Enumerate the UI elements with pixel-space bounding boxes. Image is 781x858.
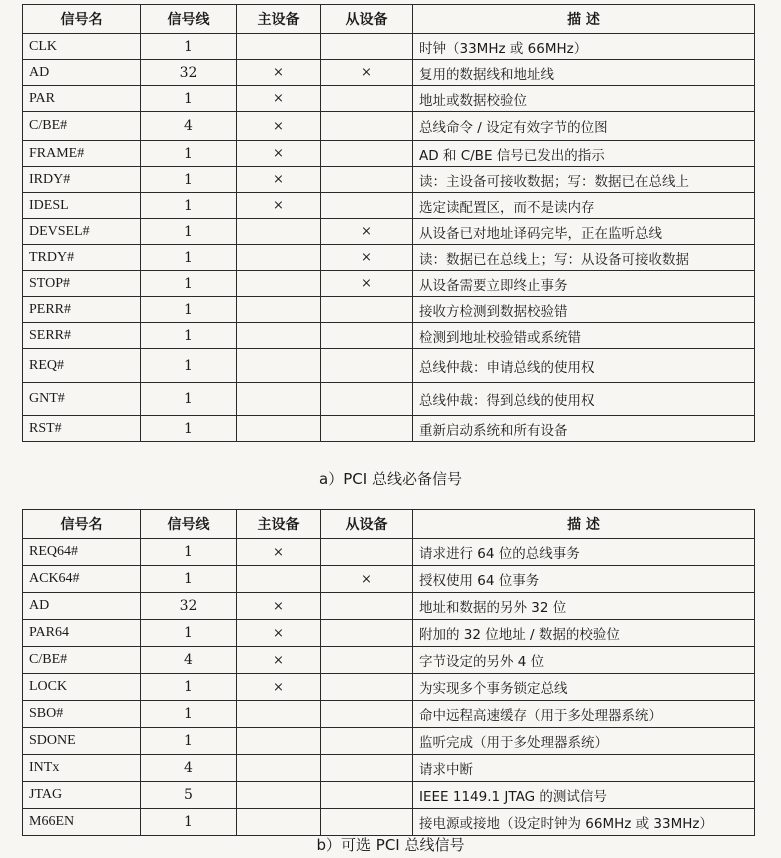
slave-cell [321, 755, 413, 782]
slave-cell [321, 349, 413, 383]
description-cell: 接收方检测到数据校验错 [413, 297, 755, 323]
table-row [23, 349, 755, 383]
column-header-slave: 从设备 [321, 5, 413, 34]
signal-name-cell: SERR# [23, 323, 141, 349]
table-row [23, 167, 755, 193]
slave-cell [321, 297, 413, 323]
master-cell [237, 297, 321, 323]
description-cell: 读：主设备可接收数据；写：数据已在总线上 [413, 167, 755, 193]
master-cell: × [237, 647, 321, 674]
table-row [23, 593, 755, 620]
master-cell: × [237, 593, 321, 620]
description-cell: 总线命令 / 设定有效字节的位图 [413, 112, 755, 141]
signal-name-cell: LOCK [23, 674, 141, 701]
slave-cell [321, 141, 413, 167]
description-cell: 重新启动系统和所有设备 [413, 416, 755, 442]
slave-cell: × [321, 219, 413, 245]
line-count-cell: 32 [141, 60, 237, 86]
master-cell: × [237, 141, 321, 167]
slave-cell [321, 539, 413, 566]
master-cell: × [237, 112, 321, 141]
master-cell: × [237, 60, 321, 86]
table-row [23, 271, 755, 297]
description-cell: 从设备需要立即终止事务 [413, 271, 755, 297]
line-count-cell: 1 [141, 416, 237, 442]
signal-name-cell: REQ64# [23, 539, 141, 566]
table-row [23, 539, 755, 566]
master-cell [237, 728, 321, 755]
column-header-line-count: 信号线 [141, 5, 237, 34]
signal-name-cell: C/BE# [23, 112, 141, 141]
line-count-cell: 1 [141, 323, 237, 349]
description-cell: 监听完成（用于多处理器系统） [413, 728, 755, 755]
table-row [23, 728, 755, 755]
description-cell: 读：数据已在总线上；写：从设备可接收数据 [413, 245, 755, 271]
description-cell: 命中远程高速缓存（用于多处理器系统） [413, 701, 755, 728]
column-header-master: 主设备 [237, 5, 321, 34]
description-cell: 总线仲裁：得到总线的使用权 [413, 383, 755, 416]
master-cell [237, 34, 321, 60]
table-caption-optional: b）可选 PCI 总线信号 [316, 836, 465, 854]
slave-cell [321, 728, 413, 755]
table-row [23, 60, 755, 86]
slave-cell: × [321, 566, 413, 593]
table-row [23, 297, 755, 323]
column-header-line-count: 信号线 [141, 510, 237, 539]
table-row [23, 416, 755, 442]
table-row [23, 647, 755, 674]
signal-name-cell: INTx [23, 755, 141, 782]
description-cell: 选定读配置区，而不是读内存 [413, 193, 755, 219]
description-cell: 字节设定的另外 4 位 [413, 647, 755, 674]
master-cell: × [237, 193, 321, 219]
line-count-cell: 5 [141, 782, 237, 809]
slave-cell [321, 647, 413, 674]
master-cell [237, 416, 321, 442]
line-count-cell: 1 [141, 349, 237, 383]
line-count-cell: 4 [141, 755, 237, 782]
table-row [23, 755, 755, 782]
master-cell [237, 782, 321, 809]
line-count-cell: 1 [141, 566, 237, 593]
signal-name-cell: RST# [23, 416, 141, 442]
table-row [23, 674, 755, 701]
signal-name-cell: REQ# [23, 349, 141, 383]
master-cell [237, 755, 321, 782]
signal-name-cell: C/BE# [23, 647, 141, 674]
description-cell: 时钟（33MHz 或 66MHz） [413, 34, 755, 60]
slave-cell [321, 593, 413, 620]
signal-name-cell: M66EN [23, 809, 141, 836]
column-header-description: 描 述 [413, 510, 755, 539]
master-cell [237, 809, 321, 836]
table-row [23, 383, 755, 416]
master-cell [237, 271, 321, 297]
table-row [23, 245, 755, 271]
signal-name-cell: PERR# [23, 297, 141, 323]
master-cell: × [237, 86, 321, 112]
table-row [23, 566, 755, 593]
line-count-cell: 1 [141, 271, 237, 297]
column-header-signal-name: 信号名 [23, 5, 141, 34]
signal-name-cell: IRDY# [23, 167, 141, 193]
master-cell: × [237, 674, 321, 701]
line-count-cell: 1 [141, 701, 237, 728]
master-cell [237, 383, 321, 416]
master-cell: × [237, 167, 321, 193]
line-count-cell: 1 [141, 674, 237, 701]
signal-name-cell: IDESL [23, 193, 141, 219]
line-count-cell: 32 [141, 593, 237, 620]
line-count-cell: 1 [141, 620, 237, 647]
signal-name-cell: TRDY# [23, 245, 141, 271]
slave-cell [321, 416, 413, 442]
slave-cell: × [321, 60, 413, 86]
table-row [23, 809, 755, 836]
slave-cell [321, 193, 413, 219]
line-count-cell: 1 [141, 245, 237, 271]
description-cell: AD 和 C/BE 信号已发出的指示 [413, 141, 755, 167]
table-row [23, 219, 755, 245]
line-count-cell: 1 [141, 193, 237, 219]
slave-cell [321, 620, 413, 647]
slave-cell [321, 383, 413, 416]
table-caption-required: a）PCI 总线必备信号 [319, 470, 462, 488]
description-cell: 总线仲裁：申请总线的使用权 [413, 349, 755, 383]
description-cell: 地址和数据的另外 32 位 [413, 593, 755, 620]
master-cell [237, 323, 321, 349]
table-row [23, 86, 755, 112]
column-header-signal-name: 信号名 [23, 510, 141, 539]
signal-name-cell: DEVSEL# [23, 219, 141, 245]
description-cell: 检测到地址校验错或系统错 [413, 323, 755, 349]
description-cell: 附加的 32 位地址 / 数据的校验位 [413, 620, 755, 647]
line-count-cell: 1 [141, 86, 237, 112]
line-count-cell: 1 [141, 383, 237, 416]
description-cell: 请求中断 [413, 755, 755, 782]
signal-name-cell: AD [23, 593, 141, 620]
table-header-row [23, 5, 755, 34]
slave-cell [321, 809, 413, 836]
description-cell: 复用的数据线和地址线 [413, 60, 755, 86]
line-count-cell: 1 [141, 809, 237, 836]
master-cell: × [237, 539, 321, 566]
master-cell [237, 349, 321, 383]
signal-name-cell: PAR64 [23, 620, 141, 647]
master-cell [237, 245, 321, 271]
signal-name-cell: AD [23, 60, 141, 86]
slave-cell [321, 323, 413, 349]
description-cell: 接电源或接地（设定时钟为 66MHz 或 33MHz） [413, 809, 755, 836]
slave-cell [321, 34, 413, 60]
signal-name-cell: FRAME# [23, 141, 141, 167]
slave-cell [321, 674, 413, 701]
master-cell [237, 701, 321, 728]
signal-name-cell: JTAG [23, 782, 141, 809]
slave-cell [321, 782, 413, 809]
slave-cell [321, 112, 413, 141]
description-cell: 从设备已对地址译码完毕，正在监听总线 [413, 219, 755, 245]
column-header-master: 主设备 [237, 510, 321, 539]
master-cell [237, 566, 321, 593]
table-row [23, 141, 755, 167]
description-cell: 地址或数据校验位 [413, 86, 755, 112]
line-count-cell: 1 [141, 141, 237, 167]
table-row [23, 701, 755, 728]
table-header-row [23, 510, 755, 539]
signal-name-cell: GNT# [23, 383, 141, 416]
table-required-signals [22, 4, 755, 442]
line-count-cell: 1 [141, 34, 237, 60]
line-count-cell: 4 [141, 647, 237, 674]
signal-name-cell: STOP# [23, 271, 141, 297]
table-row [23, 193, 755, 219]
description-cell: 为实现多个事务锁定总线 [413, 674, 755, 701]
slave-cell: × [321, 245, 413, 271]
slave-cell [321, 86, 413, 112]
line-count-cell: 1 [141, 219, 237, 245]
line-count-cell: 1 [141, 539, 237, 566]
table-optional-signals [22, 509, 755, 836]
description-cell: 请求进行 64 位的总线事务 [413, 539, 755, 566]
line-count-cell: 1 [141, 728, 237, 755]
line-count-cell: 4 [141, 112, 237, 141]
column-header-slave: 从设备 [321, 510, 413, 539]
slave-cell [321, 167, 413, 193]
table-row [23, 323, 755, 349]
column-header-description: 描 述 [413, 5, 755, 34]
line-count-cell: 1 [141, 297, 237, 323]
table-row [23, 620, 755, 647]
description-cell: IEEE 1149.1 JTAG 的测试信号 [413, 782, 755, 809]
table-row [23, 34, 755, 60]
signal-name-cell: PAR [23, 86, 141, 112]
signal-name-cell: SDONE [23, 728, 141, 755]
master-cell [237, 219, 321, 245]
description-cell: 授权使用 64 位事务 [413, 566, 755, 593]
signal-name-cell: ACK64# [23, 566, 141, 593]
signal-name-cell: CLK [23, 34, 141, 60]
table-row [23, 782, 755, 809]
signal-name-cell: SBO# [23, 701, 141, 728]
master-cell: × [237, 620, 321, 647]
line-count-cell: 1 [141, 167, 237, 193]
slave-cell [321, 701, 413, 728]
table-row [23, 112, 755, 141]
slave-cell: × [321, 271, 413, 297]
